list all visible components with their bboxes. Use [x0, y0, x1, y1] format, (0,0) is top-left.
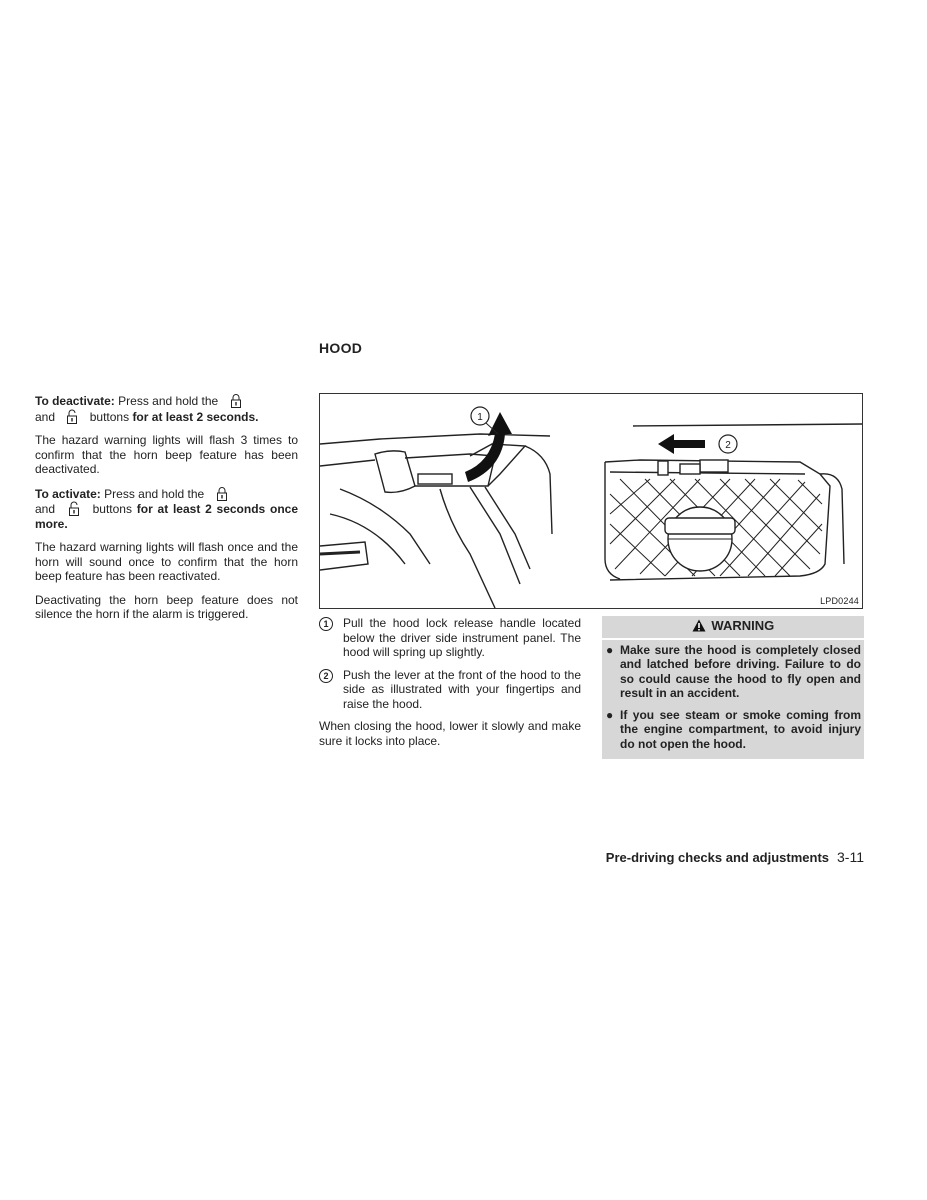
activate-label: To activate: [35, 486, 101, 501]
warning-box [602, 616, 864, 759]
figure-code: LPD0244 [820, 596, 859, 606]
callout-2 [719, 435, 737, 453]
callout-1-label: 1 [477, 412, 483, 423]
hood-illustration-svg [320, 394, 862, 608]
push-arrow-icon [658, 434, 705, 454]
section-title: HOOD [319, 340, 363, 356]
bullet-icon: ● [606, 707, 614, 722]
warning-header [602, 616, 864, 640]
deactivate-label: To deactivate: [35, 394, 115, 408]
callout-2-label: 2 [725, 440, 731, 451]
warning-triangle-icon [692, 619, 706, 632]
page-number: 3-11 [837, 849, 864, 865]
footer-section-title: Pre-driving checks and adjustments [605, 850, 830, 865]
lock-icon [230, 393, 242, 408]
bullet-icon: ● [606, 642, 614, 657]
page-footer [606, 849, 864, 865]
horn-beep-column [35, 393, 298, 631]
step-item [319, 616, 581, 660]
reactivated-confirm-text: The hazard warning lights will flash once and the horn will sound once to confirm that the horn beep feature has been reactivated. [35, 540, 298, 583]
alarm-note-text: Deactivating the horn beep feature does not silence the horn if the alarm is triggered. [35, 592, 298, 621]
warning-item [602, 705, 864, 756]
warning-text: Make sure the hood is completely closed and latched before driving. Failure to do so could cause the hood to fly open and result in an accident. [620, 642, 861, 700]
step-text: Push the lever at the front of the hood to the side as illustrated with your fingertips and raise the hood. [343, 667, 581, 711]
warning-item [602, 640, 864, 705]
warning-title: WARNING [711, 618, 775, 633]
step-text: Pull the hood lock release handle located below the driver side instrument panel. The hood will spring up slightly. [343, 616, 581, 659]
warning-text: If you see steam or smoke coming from the engine compartment, to avoid injury do not open the hood. [620, 707, 861, 751]
deactivated-confirm-text: The hazard warning lights will flash 3 times to confirm that the horn beep feature has been deactivated. [35, 433, 298, 476]
pull-arrow-icon [465, 412, 512, 482]
step-item [319, 668, 581, 712]
closing-hood-text: When closing the hood, lower it slowly and make sure it locks into place. [319, 719, 581, 748]
unlock-icon [66, 409, 78, 424]
release-handle-drawing [320, 434, 552, 608]
callout-1 [471, 407, 498, 434]
hood-release-illustration [319, 393, 863, 609]
lock-icon [216, 486, 228, 501]
deactivate-paragraph: To deactivate: Press and hold the and buttons for at least 2 seconds. [35, 394, 259, 424]
activate-paragraph: To activate: Press and hold the and buttons for at least 2 seconds once more. [35, 486, 298, 531]
step-number-badge: 1 [319, 617, 333, 631]
step-number-badge: 2 [319, 669, 333, 683]
unlock-icon [68, 501, 80, 516]
hood-steps [319, 616, 581, 748]
